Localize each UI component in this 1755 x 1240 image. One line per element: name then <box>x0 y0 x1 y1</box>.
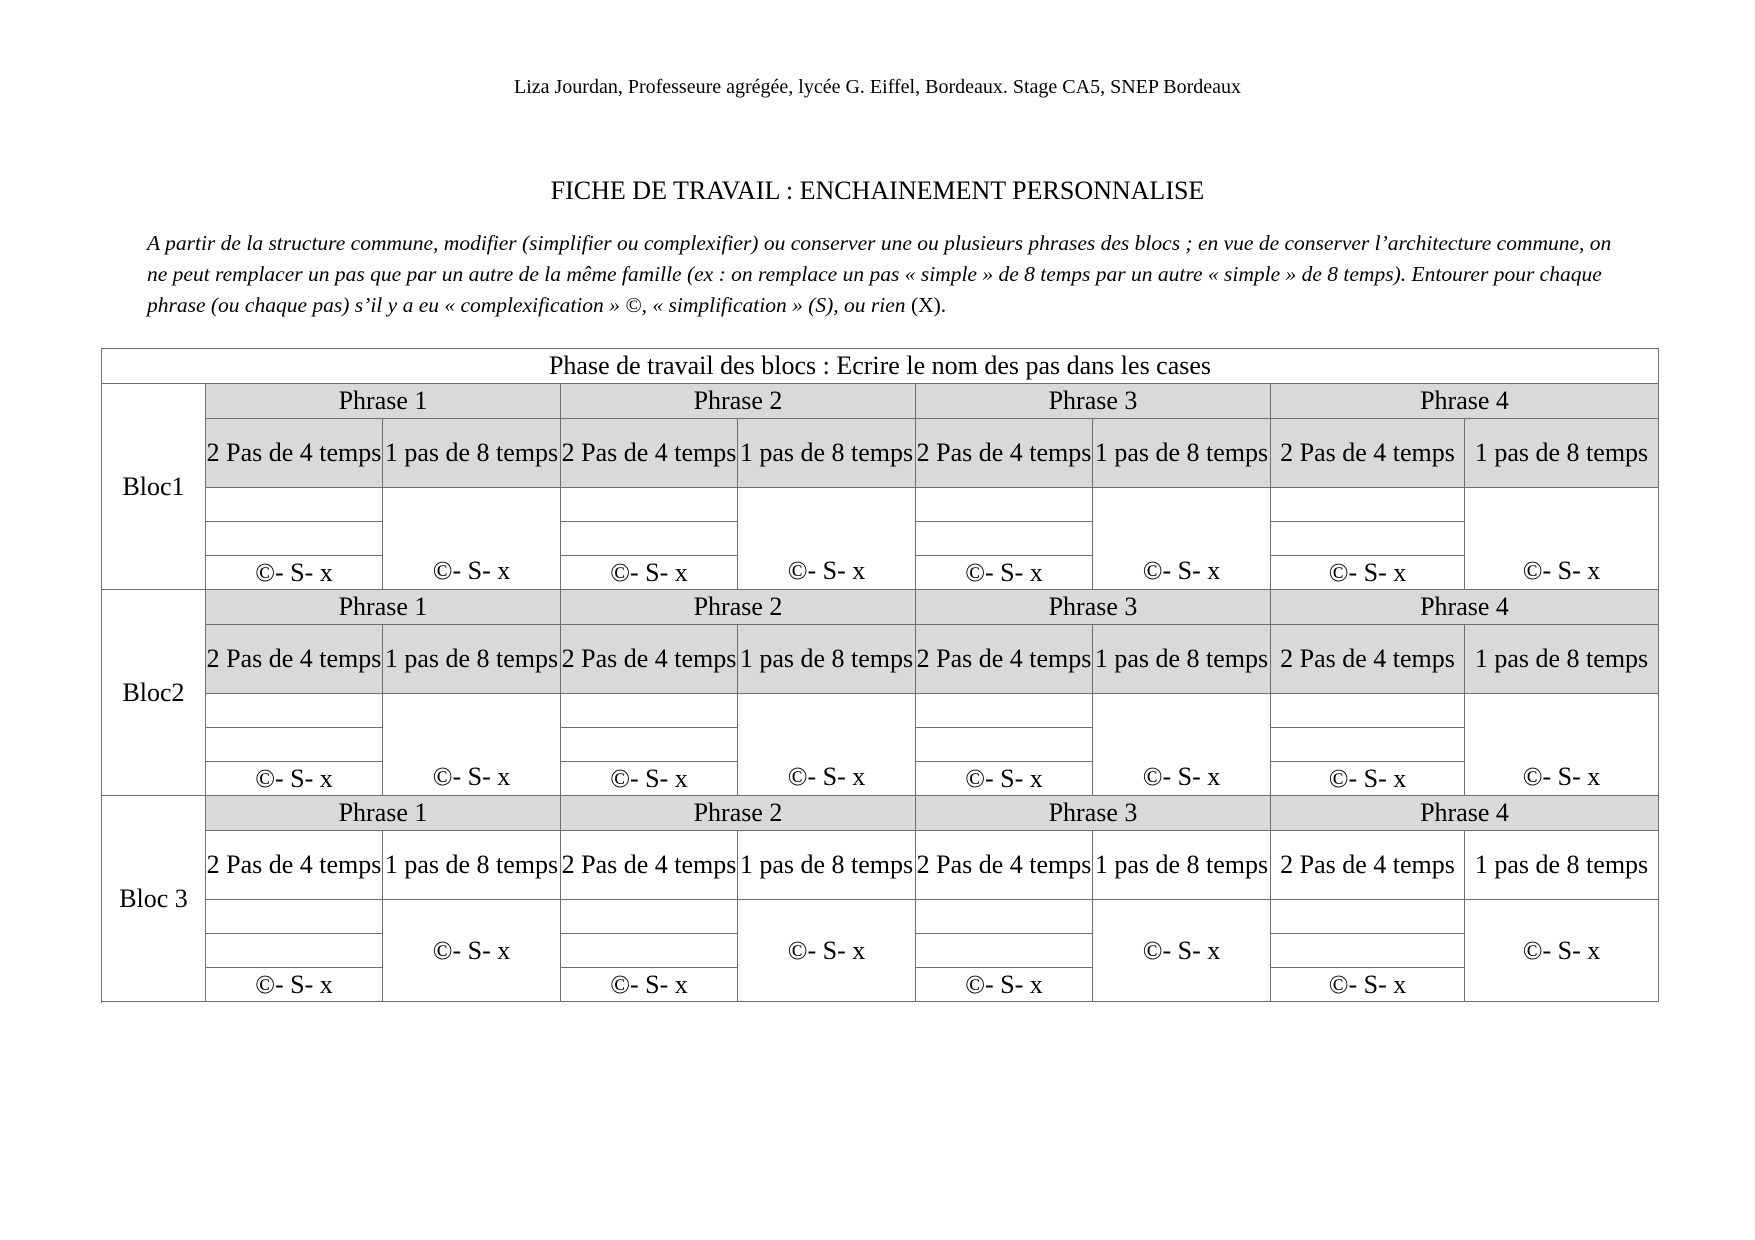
step-mark-cell[interactable] <box>738 694 916 796</box>
phrase-header: Phrase 1 <box>206 590 561 625</box>
step-name-field[interactable] <box>206 694 383 728</box>
step-name-field[interactable] <box>916 488 1093 522</box>
two-steps-header: 2 Pas de 4 temps <box>561 419 738 488</box>
mark-options: ©- S- x <box>610 763 688 793</box>
mark-options: ©- S- x <box>255 557 333 587</box>
bloc-label: Bloc2 <box>102 590 206 796</box>
one-step-header: 1 pas de 8 temps <box>738 419 916 488</box>
step-mark-cell[interactable] <box>1271 556 1465 590</box>
step-mark-cell[interactable] <box>1465 900 1659 1002</box>
two-steps-header: 2 Pas de 4 temps <box>916 625 1093 694</box>
step-mark-cell[interactable] <box>1465 694 1659 796</box>
step-mark-cell[interactable] <box>383 900 561 1002</box>
two-steps-header: 2 Pas de 4 temps <box>206 419 383 488</box>
one-step-header: 1 pas de 8 temps <box>1465 625 1659 694</box>
mark-options: ©- S- x <box>610 557 688 587</box>
mark-options: ©- S- x <box>965 969 1043 999</box>
step-name-field[interactable] <box>206 900 383 934</box>
step-name-field[interactable] <box>561 728 738 762</box>
phrase-header: Phrase 1 <box>206 384 561 419</box>
phrase-header: Phrase 2 <box>561 384 916 419</box>
two-steps-header: 2 Pas de 4 temps <box>916 419 1093 488</box>
step-mark-cell[interactable] <box>916 968 1093 1002</box>
two-steps-header: 2 Pas de 4 temps <box>1271 419 1465 488</box>
phrase-header: Phrase 2 <box>561 796 916 831</box>
step-mark-cell[interactable] <box>738 488 916 590</box>
one-step-header: 1 pas de 8 temps <box>1093 625 1271 694</box>
step-name-field[interactable] <box>206 522 383 556</box>
step-mark-cell[interactable] <box>206 968 383 1002</box>
step-name-field[interactable] <box>561 488 738 522</box>
mark-options: ©- S- x <box>1328 969 1407 999</box>
two-steps-header: 2 Pas de 4 temps <box>561 625 738 694</box>
step-name-field[interactable] <box>1271 694 1465 728</box>
mark-options: ©- S- x <box>432 762 511 791</box>
author-line: Liza Jourdan, Professeure agrégée, lycée G. Eiffel, Bordeaux. Stage CA5, SNEP Bordeaux <box>513 76 1241 98</box>
one-step-header: 1 pas de 8 temps <box>1093 831 1271 900</box>
bloc-label: Bloc 3 <box>102 796 206 1002</box>
one-step-header: 1 pas de 8 temps <box>383 419 561 488</box>
mark-options: ©- S- x <box>255 969 333 999</box>
step-name-field[interactable] <box>561 522 738 556</box>
phrase-header: Phrase 3 <box>916 590 1271 625</box>
step-mark-cell[interactable] <box>206 556 383 590</box>
two-steps-header: 2 Pas de 4 temps <box>206 831 383 900</box>
step-name-field[interactable] <box>561 900 738 934</box>
step-name-field[interactable] <box>1271 934 1465 968</box>
step-mark-cell[interactable] <box>383 488 561 590</box>
mark-options: ©- S- x <box>1142 762 1221 791</box>
step-mark-cell[interactable] <box>1465 488 1659 590</box>
one-step-header: 1 pas de 8 temps <box>383 625 561 694</box>
phrase-header: Phrase 2 <box>561 590 916 625</box>
mark-options: ©- S- x <box>1522 935 1601 965</box>
worksheet-table <box>101 348 1659 1002</box>
mark-options: ©- S- x <box>432 935 511 965</box>
document-title: FICHE DE TRAVAIL : ENCHAINEMENT PERSONNALISE <box>550 176 1205 205</box>
mark-options: ©- S- x <box>1522 556 1601 585</box>
step-name-field[interactable] <box>561 694 738 728</box>
mark-options: ©- S- x <box>787 935 866 965</box>
mark-options: ©- S- x <box>432 556 511 585</box>
phrase-header: Phrase 4 <box>1271 796 1659 831</box>
one-step-header: 1 pas de 8 temps <box>383 831 561 900</box>
two-steps-header: 2 Pas de 4 temps <box>1271 831 1465 900</box>
step-name-field[interactable] <box>1271 900 1465 934</box>
two-steps-header: 2 Pas de 4 temps <box>916 831 1093 900</box>
mark-options: ©- S- x <box>787 556 866 585</box>
step-name-field[interactable] <box>1271 488 1465 522</box>
mark-options: ©- S- x <box>965 763 1043 793</box>
table-caption: Phase de travail des blocs : Ecrire le nom des pas dans les cases <box>102 349 1659 384</box>
two-steps-header: 2 Pas de 4 temps <box>1271 625 1465 694</box>
step-name-field[interactable] <box>916 934 1093 968</box>
mark-options: ©- S- x <box>1522 762 1601 791</box>
phrase-header: Phrase 3 <box>916 384 1271 419</box>
phrase-header: Phrase 4 <box>1271 590 1659 625</box>
step-mark-cell[interactable] <box>561 762 738 796</box>
step-name-field[interactable] <box>206 488 383 522</box>
step-mark-cell[interactable] <box>738 900 916 1002</box>
one-step-header: 1 pas de 8 temps <box>738 625 916 694</box>
step-mark-cell[interactable] <box>561 968 738 1002</box>
step-mark-cell[interactable] <box>1093 694 1271 796</box>
mark-options: ©- S- x <box>610 969 688 999</box>
mark-options: ©- S- x <box>1328 763 1407 793</box>
step-mark-cell[interactable] <box>916 556 1093 590</box>
bloc-label: Bloc1 <box>102 384 206 590</box>
mark-options: ©- S- x <box>1142 935 1221 965</box>
step-name-field[interactable] <box>916 522 1093 556</box>
step-mark-cell[interactable] <box>916 762 1093 796</box>
step-name-field[interactable] <box>206 728 383 762</box>
mark-options: ©- S- x <box>965 557 1043 587</box>
phrase-header: Phrase 3 <box>916 796 1271 831</box>
step-mark-cell[interactable] <box>1271 762 1465 796</box>
one-step-header: 1 pas de 8 temps <box>738 831 916 900</box>
one-step-header: 1 pas de 8 temps <box>1465 831 1659 900</box>
step-mark-cell[interactable] <box>1093 488 1271 590</box>
two-steps-header: 2 Pas de 4 temps <box>206 625 383 694</box>
step-name-field[interactable] <box>1271 728 1465 762</box>
step-mark-cell[interactable] <box>1093 900 1271 1002</box>
step-name-field[interactable] <box>561 934 738 968</box>
mark-options: ©- S- x <box>1142 556 1221 585</box>
two-steps-header: 2 Pas de 4 temps <box>561 831 738 900</box>
step-name-field[interactable] <box>206 934 383 968</box>
step-mark-cell[interactable] <box>383 694 561 796</box>
mark-options: ©- S- x <box>1328 557 1407 587</box>
phrase-header: Phrase 1 <box>206 796 561 831</box>
step-name-field[interactable] <box>916 900 1093 934</box>
phrase-header: Phrase 4 <box>1271 384 1659 419</box>
step-mark-cell[interactable] <box>561 556 738 590</box>
one-step-header: 1 pas de 8 temps <box>1465 419 1659 488</box>
step-name-field[interactable] <box>916 694 1093 728</box>
one-step-header: 1 pas de 8 temps <box>1093 419 1271 488</box>
step-mark-cell[interactable] <box>206 762 383 796</box>
step-name-field[interactable] <box>1271 522 1465 556</box>
mark-options: ©- S- x <box>787 762 866 791</box>
mark-options: ©- S- x <box>255 763 333 793</box>
instructions-paragraph <box>147 228 1627 321</box>
instructions-text: A partir de la structure commune, modifier (simplifier ou complexifier) ou conserver une ou plusieurs phrases des blocs ; en vue de conserver l’architecture commune, on ne peut remplacer un pas que par un autre de la même famille (ex : on remplace un pas « simple » de 8 temps par un autre « simple » de 8 temps). Entourer pour chaque phrase (ou chaque pas) s’il y a eu « complexification » ©, « simplification » (S), ou rien <box>147 231 1612 317</box>
step-name-field[interactable] <box>916 728 1093 762</box>
instructions-end: (X). <box>910 293 947 317</box>
step-mark-cell[interactable] <box>1271 968 1465 1002</box>
